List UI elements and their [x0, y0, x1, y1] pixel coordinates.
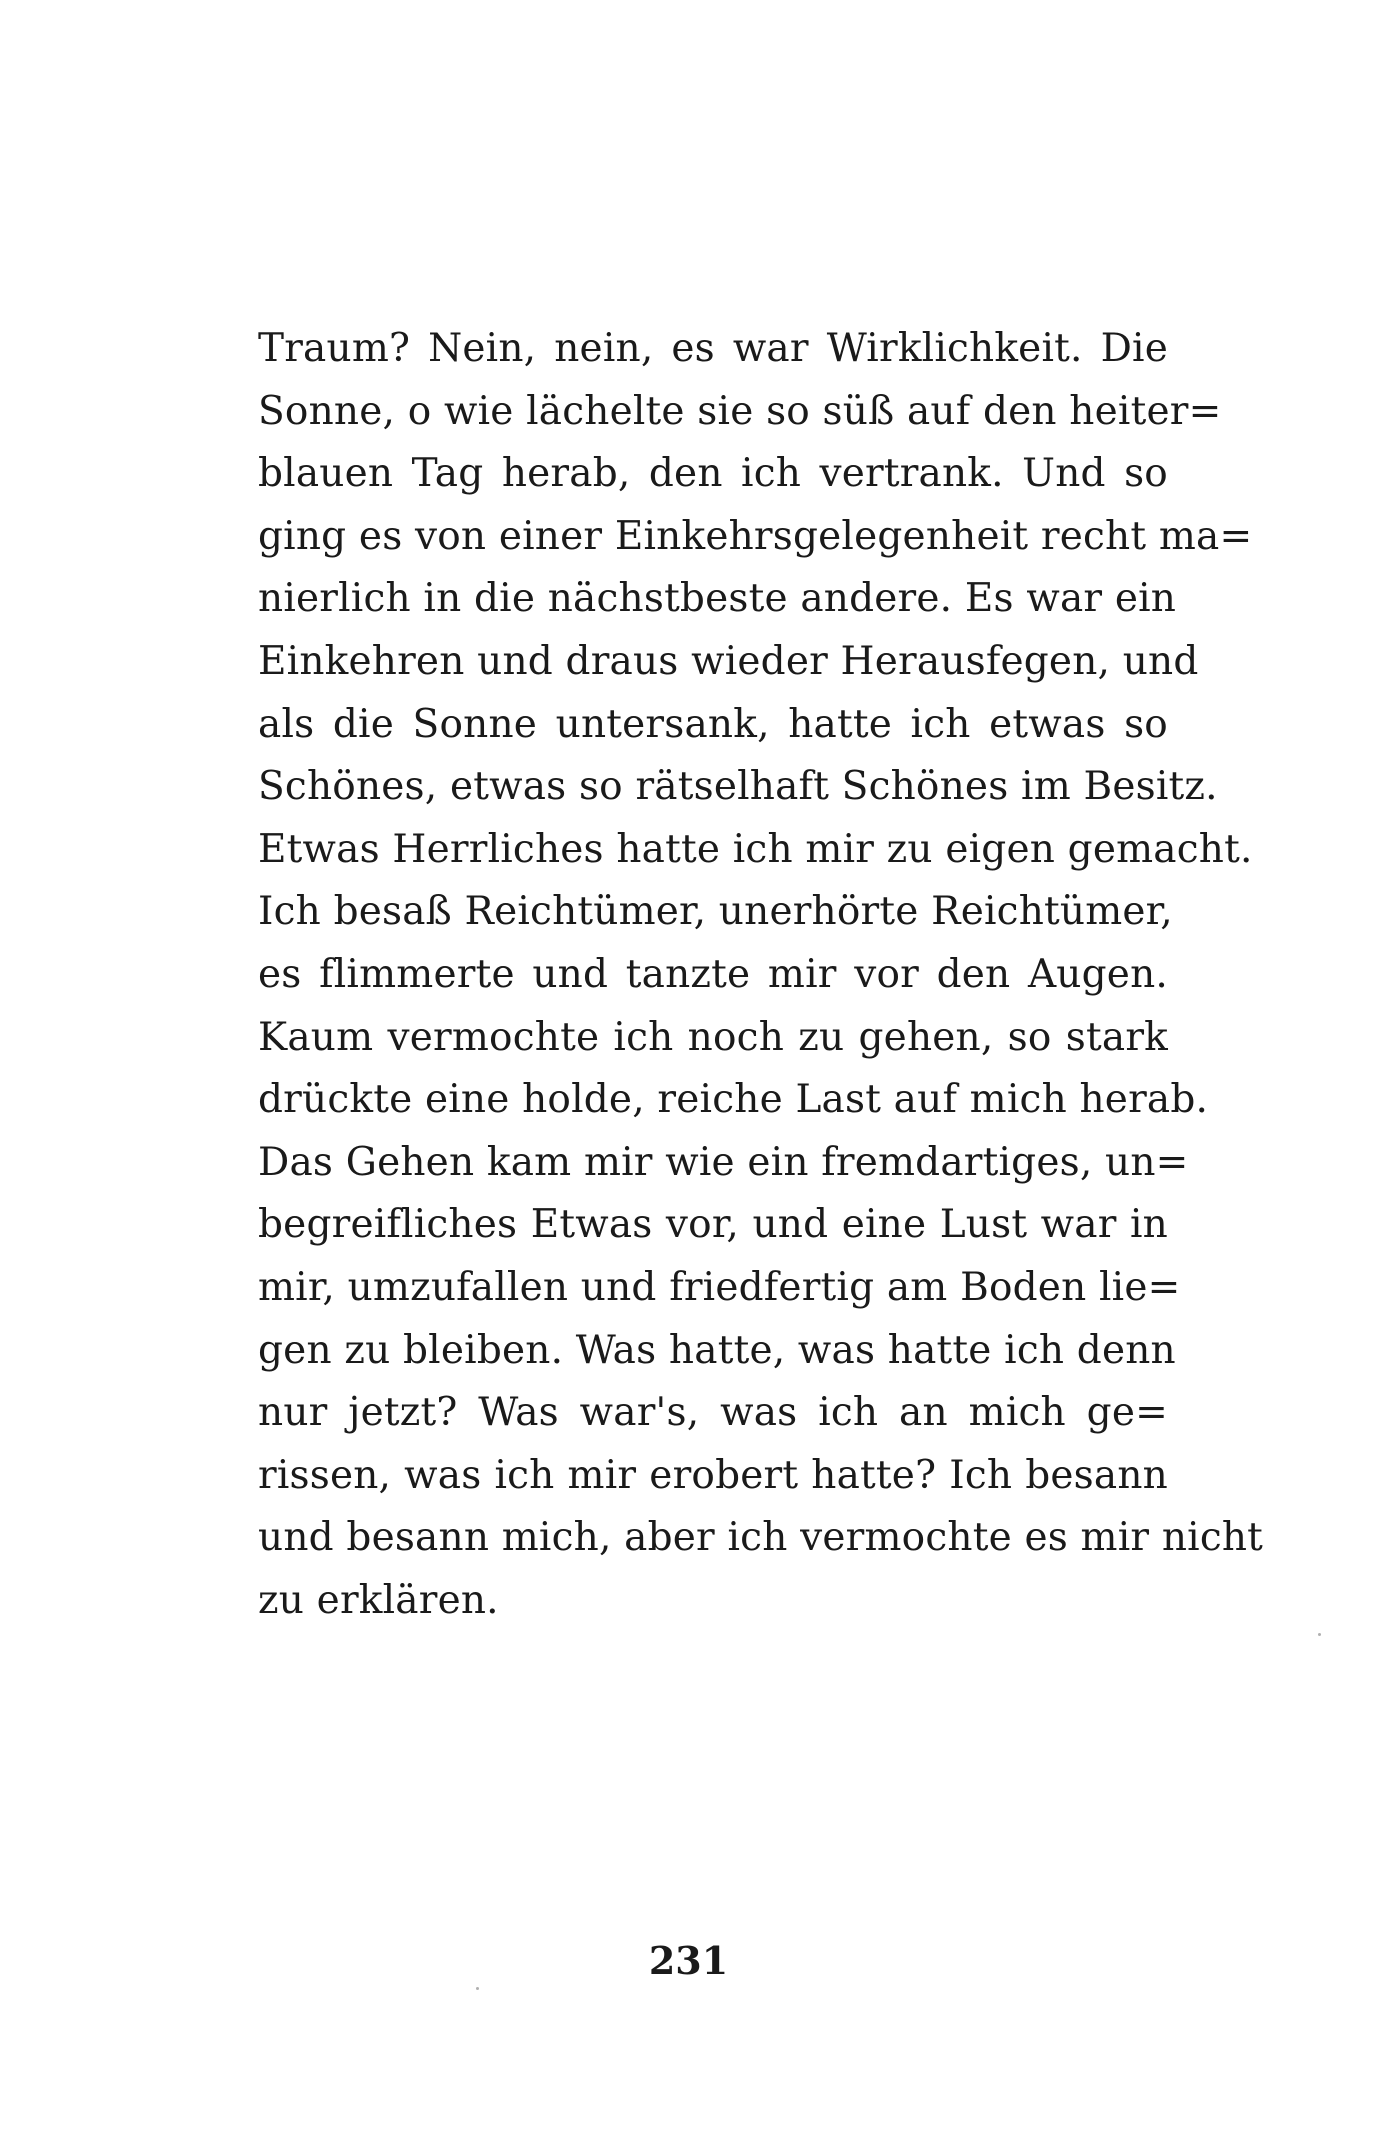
text-line-last: zu erklären. — [258, 1577, 499, 1623]
text-line: Einkehren und draus wieder Herausfegen, und — [258, 638, 1199, 684]
text-line: und besann mich, aber ich vermochte es mir nicht — [258, 1515, 1264, 1561]
text-line: Etwas Herrliches hatte ich mir zu eigen gemacht. — [258, 826, 1253, 872]
text-line: begreifliches Etwas vor, und eine Lust war in — [258, 1202, 1168, 1248]
text-line: gen zu bleiben. Was hatte, was hatte ich denn — [258, 1327, 1176, 1373]
text-line: Traum? Nein, nein, es war Wirklichkeit. Die — [258, 326, 1168, 371]
text-line: Kaum vermochte ich noch zu gehen, so stark — [258, 1014, 1168, 1060]
text-line: mir, umzufallen und friedfertig am Boden lie= — [258, 1264, 1181, 1310]
text-line: Das Gehen kam mir wie ein fremdartiges, un= — [258, 1139, 1189, 1185]
text-line: Ich besaß Reichtümer, unerhörte Reichtümer, — [258, 889, 1173, 935]
paper-speck — [1318, 1633, 1321, 1636]
paper-speck — [476, 1987, 479, 1990]
text-line: Sonne, o wie lächelte sie so süß auf den heiter= — [258, 388, 1222, 434]
page-number: 231 — [648, 1938, 729, 1983]
body-text — [258, 318, 1264, 1632]
text-line: drückte eine holde, reiche Last auf mich herab. — [258, 1077, 1209, 1123]
text-line: ging es von einer Einkehrsgelegenheit recht ma= — [258, 513, 1253, 559]
text-line: rissen, was ich mir erobert hatte? Ich besann — [258, 1452, 1168, 1498]
text-line: als die Sonne untersank, hatte ich etwas so — [258, 701, 1168, 747]
text-line: nierlich in die nächstbeste andere. Es war ein — [258, 576, 1177, 622]
text-line: Schönes, etwas so rätselhaft Schönes im Besitz. — [258, 764, 1218, 810]
text-line: blauen Tag herab, den ich vertrank. Und so — [258, 451, 1168, 497]
text-line: es flimmerte und tanzte mir vor den Augen. — [258, 951, 1168, 997]
text-line: nur jetzt? Was war's, was ich an mich ge= — [258, 1390, 1168, 1436]
